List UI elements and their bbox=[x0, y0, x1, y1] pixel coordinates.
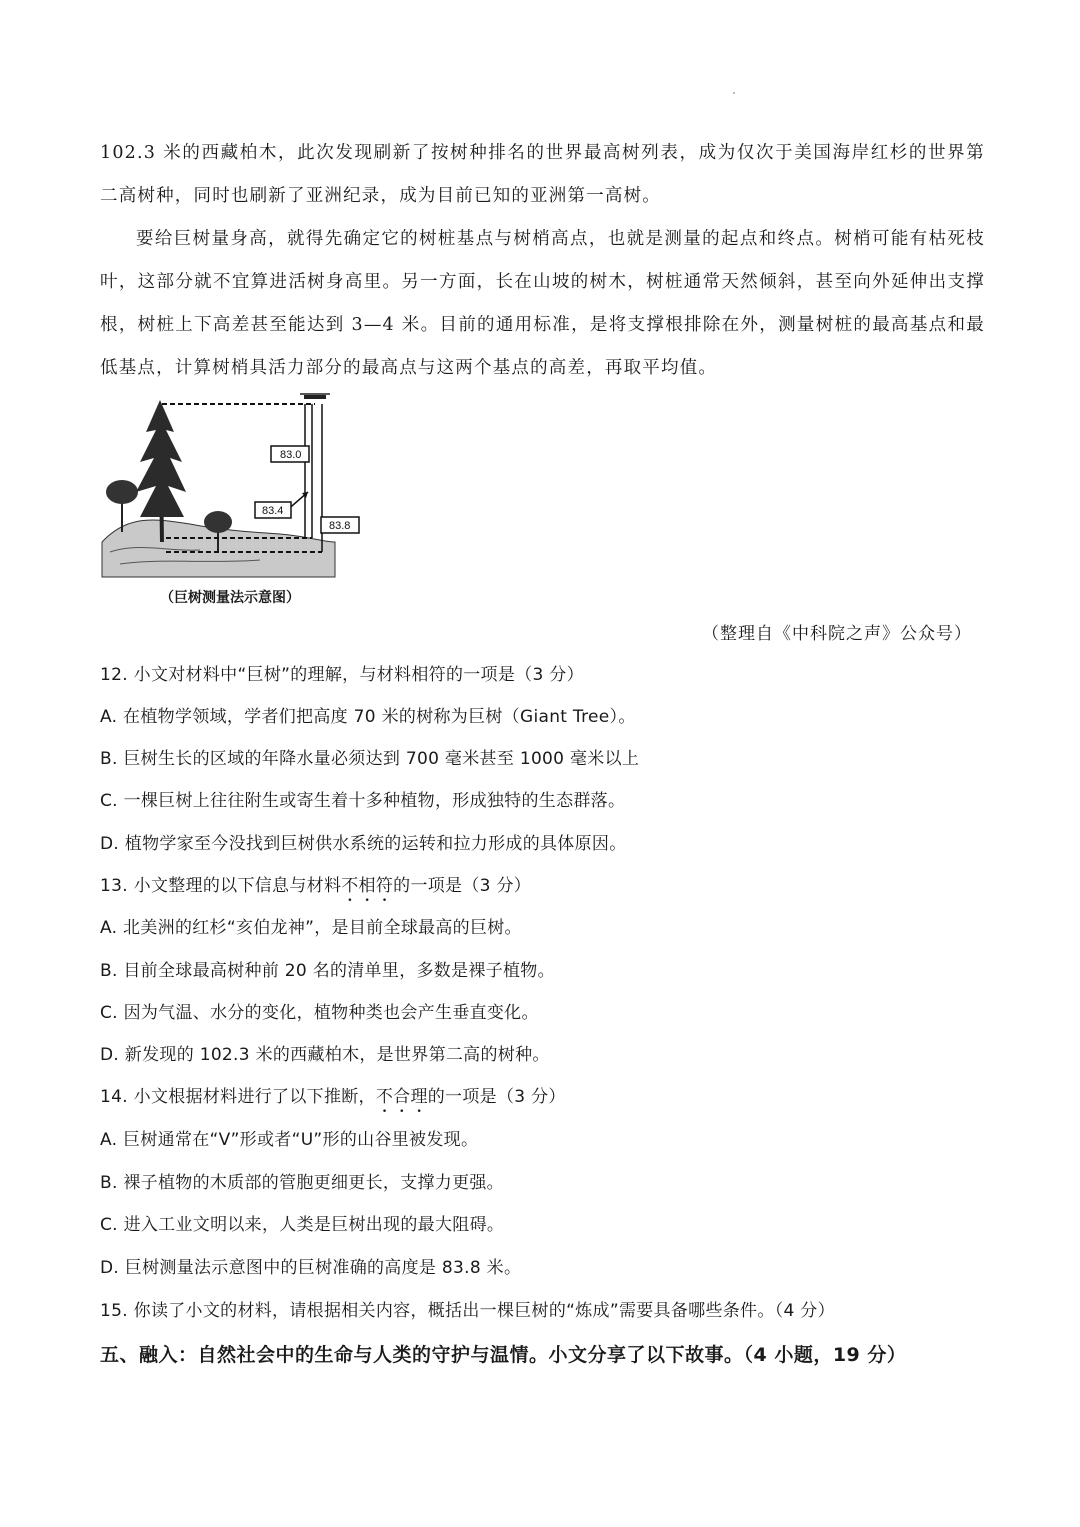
q13-stem-before: 13. 小文整理的以下信息与材料 bbox=[100, 876, 342, 896]
q12-option-a: A. 在植物学领域，学者们把高度 70 米的树称为巨树（Giant Tree）。 bbox=[100, 707, 636, 727]
source-note: （整理自《中科院之声》公众号） bbox=[702, 624, 972, 644]
q13-stem-after: 的一项是（3 分） bbox=[393, 876, 532, 896]
q12-option-d: D. 植物学家至今没找到巨树供水系统的运转和拉力形成的具体原因。 bbox=[100, 834, 627, 854]
q14-option-b: B. 裸子植物的木质部的管胞更细更长，支撑力更强。 bbox=[100, 1173, 504, 1193]
q14-option-d: D. 巨树测量法示意图中的巨树准确的高度是 83.8 米。 bbox=[100, 1258, 522, 1278]
label-83-0: 83.0 bbox=[280, 449, 302, 461]
q13-stem bbox=[100, 871, 531, 906]
q13-option-d: D. 新发现的 102.3 米的西藏柏木，是世界第二高的树种。 bbox=[100, 1045, 550, 1065]
q14-option-a: A. 巨树通常在“V”形或者“U”形的山谷里被发现。 bbox=[100, 1130, 479, 1150]
q14-stem-emphasis: 不合理 bbox=[375, 1087, 428, 1107]
q15-stem: 15. 你读了小文的材料，请根据相关内容，概括出一棵巨树的“炼成”需要具备哪些条件。（4 分） bbox=[100, 1301, 835, 1321]
label-83-4: 83.4 bbox=[262, 505, 284, 517]
q13-option-c: C. 因为气温、水分的变化，植物种类也会产生垂直变化。 bbox=[100, 1003, 539, 1023]
q14-stem-before: 14. 小文根据材料进行了以下推断， bbox=[100, 1087, 376, 1107]
q12-option-b: B. 巨树生长的区域的年降水量必须达到 700 毫米甚至 1000 毫米以上 bbox=[100, 749, 640, 769]
q14-stem-after: 的一项是（3 分） bbox=[427, 1087, 566, 1107]
drone-icon bbox=[300, 394, 330, 399]
q12-stem: 12. 小文对材料中“巨树”的理解，与材料相符的一项是（3 分） bbox=[100, 665, 584, 685]
section-5-heading: 五、融入：自然社会中的生命与人类的守护与温情。小文分享了以下故事。（4 小题，19 分） bbox=[100, 1344, 907, 1366]
label-83-8: 83.8 bbox=[329, 520, 351, 532]
tree-measurement-diagram bbox=[100, 392, 365, 584]
q13-stem-emphasis: 不相符 bbox=[341, 876, 394, 896]
q13-option-b: B. 目前全球最高树种前 20 名的清单里，多数是裸子植物。 bbox=[100, 961, 555, 981]
scan-speck bbox=[733, 92, 735, 94]
figure-caption: （巨树测量法示意图） bbox=[160, 590, 300, 606]
q13-option-a: A. 北美洲的红杉“亥伯龙神”，是目前全球最高的巨树。 bbox=[100, 918, 522, 938]
q14-option-c: C. 进入工业文明以来，人类是巨树出现的最大阻碍。 bbox=[100, 1215, 505, 1235]
q12-option-c: C. 一棵巨树上往往附生或寄生着十多种植物，形成独特的生态群落。 bbox=[100, 791, 626, 811]
q14-stem bbox=[100, 1082, 566, 1117]
passage-paragraph-1: 102.3 米的西藏柏木，此次发现刷新了按树种排名的世界最高树列表，成为仅次于美国海岸红杉的世界第二高树种，同时也刷新了亚洲纪录，成为目前已知的亚洲第一高树。 bbox=[100, 143, 985, 206]
passage-paragraph-2: 要给巨树量身高，就得先确定它的树桩基点与树梢高点，也就是测量的起点和终点。树梢可能有枯死枝叶，这部分就不宜算进活树身高里。另一方面，长在山坡的树木，树桩通常天然倾斜，甚至向外延伸出支撑根，树桩上下高差甚至能达到 3—4 米。目前的通用标准，是将支撑根排除在外，测量树桩的最高基点和最低基点，计算树梢具活力部分的最高点与这两个基点的高差，再取平均值。 bbox=[100, 229, 985, 378]
